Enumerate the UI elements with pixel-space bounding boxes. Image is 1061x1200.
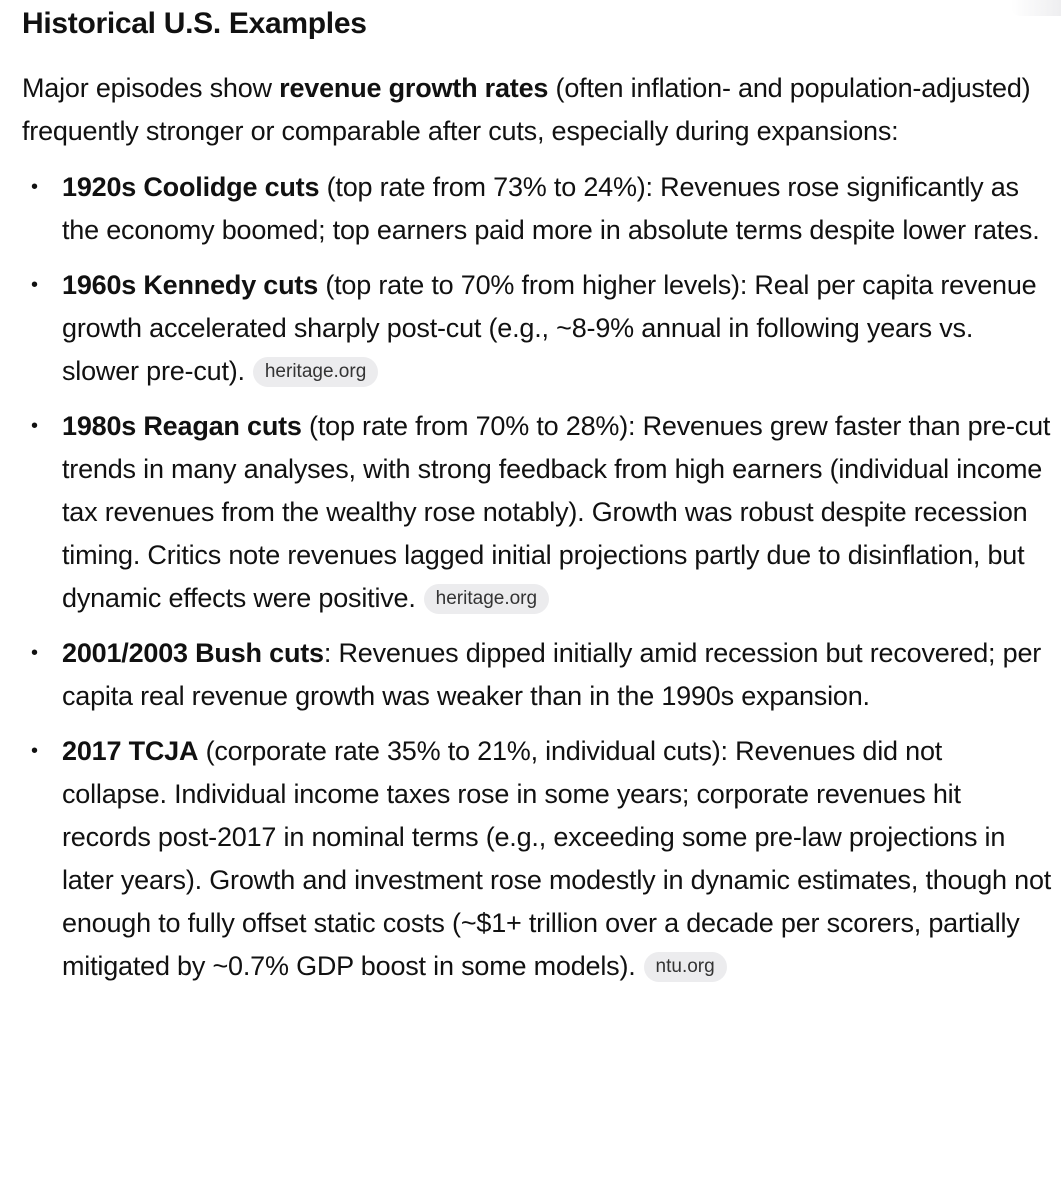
examples-list xyxy=(22,166,1052,988)
article-content xyxy=(22,0,1052,988)
item-text: (top rate to 70% from higher levels): Real per capita revenue growth accelerated sharply post-cut (e.g., ~8-9% annual in following years vs. slower pre-cut). xyxy=(62,270,1037,386)
item-title: 2017 TCJA xyxy=(62,736,199,766)
list-item-tcja xyxy=(22,730,1052,988)
bullet-icon: • xyxy=(31,415,38,437)
section-heading: Historical U.S. Examples xyxy=(22,7,367,40)
list-item-bush xyxy=(22,632,1052,718)
item-text: : Revenues dipped initially amid recession but recovered; per capita real revenue growth was weaker than in the 1990s expansion. xyxy=(62,638,1042,711)
list-item-reagan xyxy=(22,405,1052,620)
source-chip-heritage[interactable]: heritage.org xyxy=(424,584,549,614)
item-title: 1960s Kennedy cuts xyxy=(62,270,319,300)
item-title: 2001/2003 Bush cuts xyxy=(62,638,324,668)
item-text: (corporate rate 35% to 21%, individual cuts): Revenues did not collapse. Individual income taxes rose in some years; corporate revenues hit records post-2017 in nominal terms (e.g., exceeding some pre-law projections in later years). Growth and investment rose modestly in dynamic estimates, though not enough to fully offset static costs (~$1+ trillion over a decade per scorers, partially mitigated by ~0.7% GDP boost in some models). xyxy=(62,736,1052,981)
intro-bold-phrase: revenue growth rates xyxy=(279,73,549,103)
source-chip-ntu[interactable]: ntu.org xyxy=(644,952,727,982)
item-title: 1980s Reagan cuts xyxy=(62,411,302,441)
bullet-icon: • xyxy=(31,274,38,296)
list-item-coolidge xyxy=(22,166,1052,252)
bullet-icon: • xyxy=(31,176,38,198)
item-title: 1920s Coolidge cuts xyxy=(62,172,320,202)
list-item-kennedy xyxy=(22,264,1052,393)
item-text: (top rate from 70% to 28%): Revenues grew faster than pre-cut trends in many analyses, with strong feedback from high earners (individual income tax revenues from the wealthy rose notably). Growth was robust despite recession timing. Critics note revenues lagged initial projections partly due to disinflation, but dynamic effects were positive. xyxy=(62,411,1051,613)
intro-text-before: Major episodes show xyxy=(22,73,280,103)
item-text: (top rate from 73% to 24%): Revenues rose significantly as the economy boomed; top earners paid more in absolute terms despite lower rates. xyxy=(62,172,1040,245)
intro-text-after: (often inflation- and population-adjusted) frequently stronger or comparable after cuts, especially during expansions: xyxy=(22,73,1031,146)
source-chip-heritage[interactable]: heritage.org xyxy=(253,357,378,387)
bullet-icon: • xyxy=(31,740,38,762)
intro-paragraph xyxy=(22,67,1052,153)
bullet-icon: • xyxy=(31,642,38,664)
